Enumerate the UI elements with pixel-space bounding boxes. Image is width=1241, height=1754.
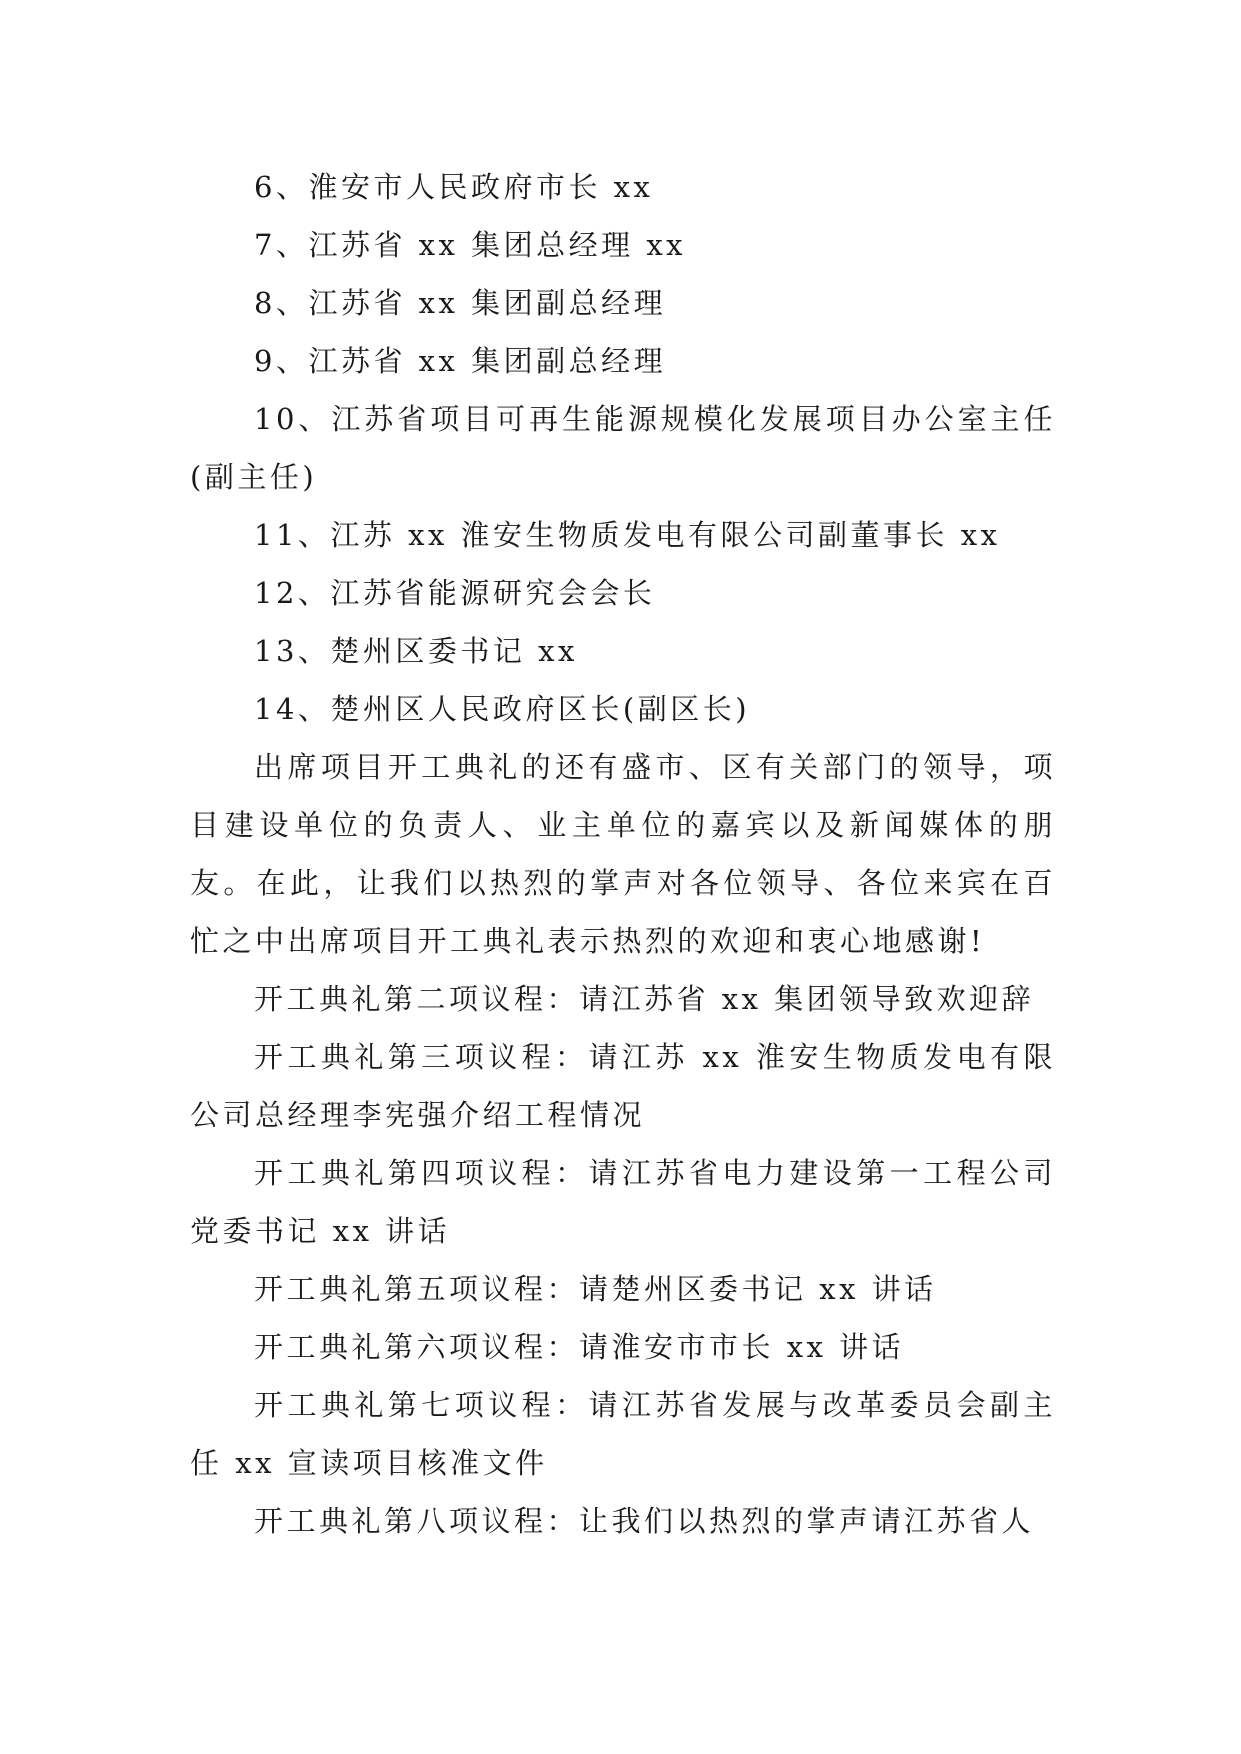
agenda-item-8: 开工典礼第八项议程：让我们以热烈的掌声请江苏省人	[254, 1504, 1035, 1538]
welcome-paragraph: 出席项目开工典礼的还有盛市、区有关部门的领导，项目建设单位的负责人、业主单位的嘉宾以及新闻媒体的朋友。在此，让我们以热烈的掌声对各位领导、各位来宾在百忙之中出席项目开工典礼表示热烈的欢迎和衷心地感谢!	[190, 750, 1056, 958]
agenda-item-5: 开工典礼第五项议程：请楚州区委书记 xx 讲话	[254, 1272, 937, 1306]
agenda-item-2: 开工典礼第二项议程：请江苏省 xx 集团领导致欢迎辞	[254, 982, 1035, 1016]
list-item-12: 12、江苏省能源研究会会长	[254, 576, 656, 610]
list-item-6: 6、淮安市人民政府市长 xx	[254, 170, 654, 204]
list-item-9: 9、江苏省 xx 集团副总经理	[254, 344, 667, 378]
agenda-item-6: 开工典礼第六项议程：请淮安市市长 xx 讲话	[254, 1330, 905, 1364]
agenda-item-3: 开工典礼第三项议程：请江苏 xx 淮安生物质发电有限公司总经理李宪强介绍工程情况	[190, 1040, 1056, 1132]
document-body	[190, 158, 1056, 1550]
list-item-11: 11、江苏 xx 淮安生物质发电有限公司副董事长 xx	[254, 518, 1001, 552]
agenda-item-4: 开工典礼第四项议程：请江苏省电力建设第一工程公司党委书记 xx 讲话	[190, 1156, 1056, 1248]
agenda-item-7: 开工典礼第七项议程：请江苏省发展与改革委员会副主任 xx 宣读项目核准文件	[190, 1388, 1056, 1480]
list-item-8: 8、江苏省 xx 集团副总经理	[254, 286, 667, 320]
list-item-7: 7、江苏省 xx 集团总经理 xx	[254, 228, 687, 262]
list-item-14: 14、楚州区人民政府区长(副区长)	[254, 692, 751, 726]
list-item-10: 10、江苏省项目可再生能源规模化发展项目办公室主任(副主任)	[190, 402, 1056, 494]
list-item-13: 13、楚州区委书记 xx	[254, 634, 578, 668]
